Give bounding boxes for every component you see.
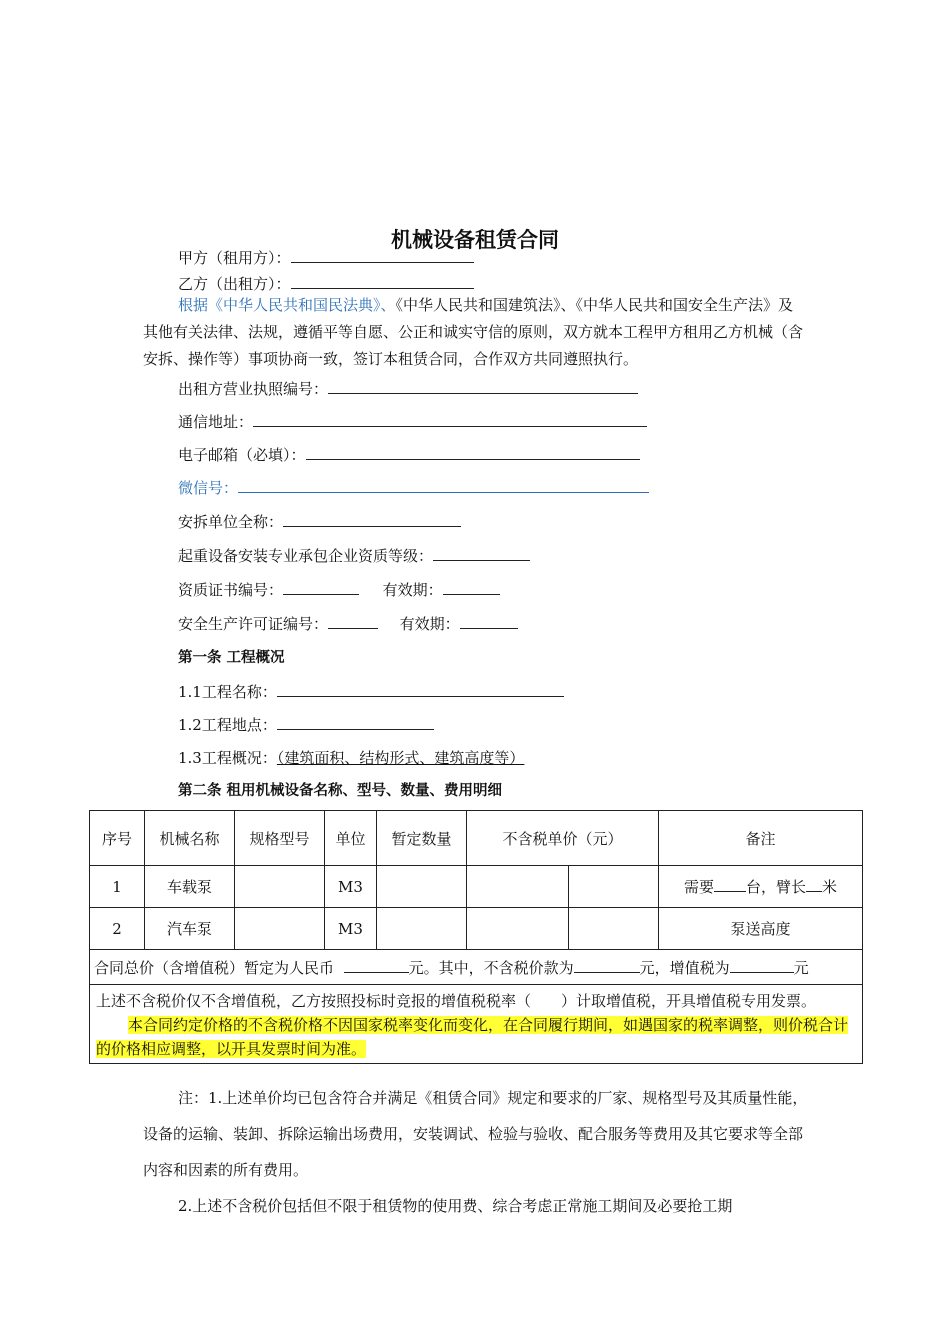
project-location-label: 1.2工程地点： bbox=[178, 716, 277, 734]
table-row bbox=[90, 866, 863, 908]
row2-unit: M3 bbox=[325, 908, 377, 950]
qualification-label: 起重设备安装专业承包企业资质等级： bbox=[178, 547, 434, 565]
party-b-blank[interactable] bbox=[291, 274, 474, 289]
vat-label: 元，增值税为 bbox=[639, 958, 730, 977]
project-overview-value[interactable]: （建筑面积、结构形式、建筑高度等） bbox=[276, 749, 525, 767]
intro-text: 《中华人民共和国建筑法》、《中华人民共和国安全生产法》及其他有关法律、法规，遵循平等自愿、公正和诚实守信的原则，双方就本工程甲方租用乙方机械（含安拆、操作等）事项协商一致，签订本租赁合同，合作双方共同遵照执行。 bbox=[143, 296, 804, 368]
qualification-line bbox=[178, 546, 530, 566]
row1-remark bbox=[659, 866, 863, 908]
installer-label: 安拆单位全称： bbox=[178, 513, 284, 531]
safety-valid-blank[interactable] bbox=[460, 614, 518, 629]
row2-qty[interactable] bbox=[377, 908, 467, 950]
vat-blank[interactable] bbox=[730, 958, 794, 973]
party-a-line bbox=[178, 248, 474, 268]
party-a-label: 甲方（租用方）： bbox=[178, 249, 291, 267]
remark-count-blank[interactable] bbox=[714, 877, 746, 892]
pretax-blank[interactable] bbox=[574, 958, 640, 973]
highlight-note: 本合同约定价格的不含税价格不因国家税率变化而变化，在合同履行期间，如遇国家的税率调整，则价税合计的价格相应调整，以开具发票时间为准。 bbox=[96, 1016, 849, 1058]
pretax-label: 元。其中，不含税价款为 bbox=[408, 958, 574, 977]
cert-valid-blank[interactable] bbox=[443, 580, 500, 595]
row2-price1[interactable] bbox=[467, 908, 569, 950]
license-label: 出租方营业执照编号： bbox=[178, 380, 329, 398]
row1-name: 车载泵 bbox=[145, 866, 235, 908]
header-price: 不含税单价（元） bbox=[467, 811, 659, 866]
row1-qty[interactable] bbox=[377, 866, 467, 908]
project-overview-line bbox=[178, 748, 524, 768]
project-name-blank[interactable] bbox=[277, 682, 564, 697]
vat-unit: 元 bbox=[793, 958, 809, 977]
header-unit: 单位 bbox=[325, 811, 377, 866]
row1-spec[interactable] bbox=[235, 866, 325, 908]
header-no: 序号 bbox=[90, 811, 145, 866]
remark-arm-blank[interactable] bbox=[806, 877, 822, 892]
total-blank[interactable] bbox=[344, 958, 409, 973]
header-spec: 规格型号 bbox=[235, 811, 325, 866]
total-cell bbox=[90, 950, 863, 985]
email-line bbox=[178, 445, 640, 465]
row1-unit: M3 bbox=[325, 866, 377, 908]
intro-blue-text: 根据《中华人民共和国民法典》、 bbox=[178, 296, 396, 314]
header-name: 机械名称 bbox=[145, 811, 235, 866]
party-a-blank[interactable] bbox=[291, 248, 474, 263]
total-row bbox=[90, 950, 863, 985]
wechat-line bbox=[178, 478, 649, 498]
note-1: 注：1.上述单价均已包含符合并满足《租赁合同》规定和要求的厂家、规格型号及其质量性能，设备的运输、装卸、拆除运输出场费用，安装调试、检验与验收、配合服务等费用及其它要求等全部内容和因素的所有费用。 bbox=[143, 1089, 808, 1179]
intro-paragraph bbox=[143, 292, 808, 373]
tax-note: 上述不含税价仅不含增值税，乙方按照投标时竞报的增值税税率（ ）计取增值税，开具增值税专用发票。 bbox=[96, 992, 817, 1010]
wechat-label: 微信号： bbox=[178, 479, 239, 497]
address-label: 通信地址： bbox=[178, 413, 254, 431]
header-remark: 备注 bbox=[659, 811, 863, 866]
remark-arm-label: 台，臂长 bbox=[746, 878, 807, 896]
installer-blank[interactable] bbox=[283, 512, 461, 527]
notes-row bbox=[90, 985, 863, 1064]
row2-no: 2 bbox=[90, 908, 145, 950]
article2-heading: 第二条 租用机械设备名称、型号、数量、费用明细 bbox=[178, 783, 503, 799]
email-label: 电子邮箱（必填）： bbox=[178, 446, 306, 464]
project-name-line bbox=[178, 682, 564, 702]
equipment-table bbox=[89, 810, 863, 1064]
cert-no-blank[interactable] bbox=[283, 580, 359, 595]
cert-no-label: 资质证书编号： bbox=[178, 581, 284, 599]
highlight-note-wrap bbox=[96, 1013, 858, 1061]
total-label: 合同总价（含增值税）暂定为人民币 bbox=[94, 958, 335, 977]
document-title: 机械设备租赁合同 bbox=[391, 228, 559, 252]
safety-line bbox=[178, 614, 518, 634]
article1-heading: 第一条 工程概况 bbox=[178, 650, 285, 666]
project-name-label: 1.1工程名称： bbox=[178, 683, 277, 701]
safety-valid-label: 有效期： bbox=[399, 615, 460, 633]
party-b-line bbox=[178, 274, 474, 294]
header-qty: 暂定数量 bbox=[377, 811, 467, 866]
row2-price2[interactable] bbox=[569, 908, 659, 950]
party-b-label: 乙方（出租方）： bbox=[178, 275, 291, 293]
wechat-blank[interactable] bbox=[238, 478, 649, 493]
safety-no-blank[interactable] bbox=[328, 614, 378, 629]
table-header-row bbox=[90, 811, 863, 866]
address-line bbox=[178, 412, 647, 432]
cert-valid-label: 有效期： bbox=[382, 581, 443, 599]
cert-line bbox=[178, 580, 500, 600]
installer-line bbox=[178, 512, 461, 532]
qualification-blank[interactable] bbox=[433, 546, 530, 561]
row1-price1[interactable] bbox=[467, 866, 569, 908]
row1-no: 1 bbox=[90, 866, 145, 908]
row2-name: 汽车泵 bbox=[145, 908, 235, 950]
table-row bbox=[90, 908, 863, 950]
license-line bbox=[178, 379, 638, 399]
address-blank[interactable] bbox=[253, 412, 647, 427]
row1-price2[interactable] bbox=[569, 866, 659, 908]
project-location-line bbox=[178, 715, 434, 735]
license-blank[interactable] bbox=[328, 379, 638, 394]
row2-remark: 泵送高度 bbox=[659, 908, 863, 950]
notes-cell bbox=[90, 985, 863, 1064]
row2-spec[interactable] bbox=[235, 908, 325, 950]
remark-need-label: 需要 bbox=[683, 878, 714, 896]
safety-no-label: 安全生产许可证编号： bbox=[178, 615, 329, 633]
remark-meter-label: 米 bbox=[822, 878, 838, 896]
project-overview-label: 1.3工程概况： bbox=[178, 749, 277, 767]
email-blank[interactable] bbox=[306, 445, 640, 460]
note-2: 2.上述不含税价包括但不限于租赁物的使用费、综合考虑正常施工期间及必要抢工期 bbox=[178, 1197, 733, 1215]
project-location-blank[interactable] bbox=[277, 715, 434, 730]
